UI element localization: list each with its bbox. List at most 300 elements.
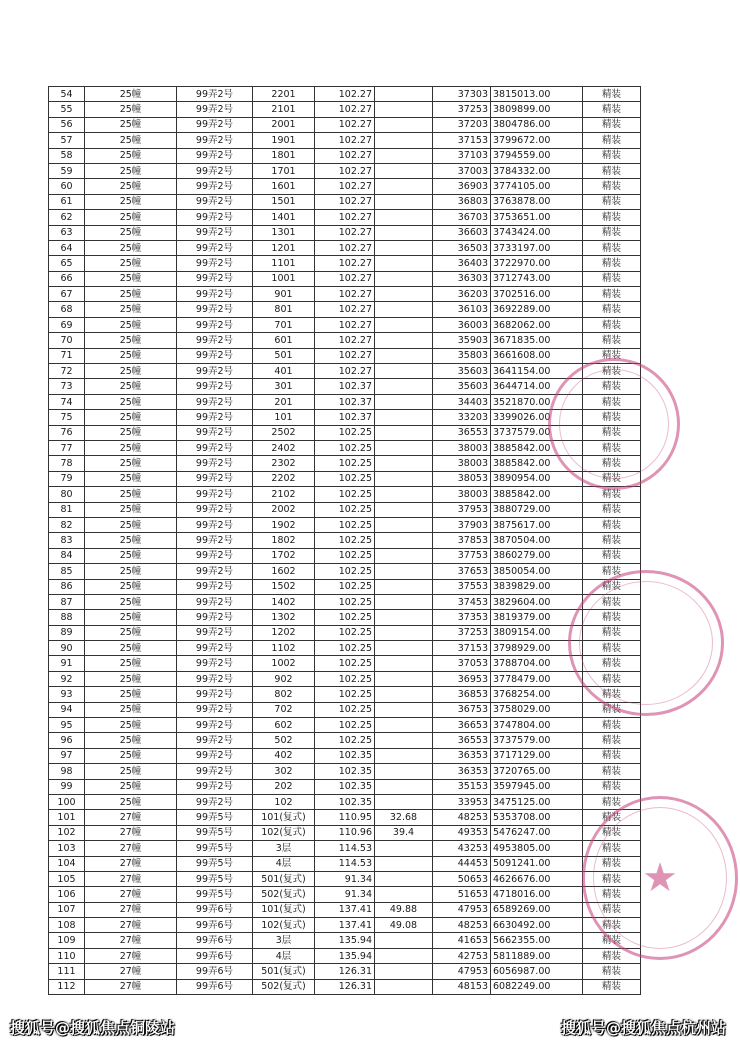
cell-area: 102.25 — [315, 456, 375, 471]
table-row — [49, 317, 641, 332]
cell-address: 99弄5号 — [177, 825, 253, 840]
cell-unit: 101(复式) — [253, 902, 315, 917]
cell-inner-area — [375, 487, 433, 502]
cell-address: 99弄2号 — [177, 410, 253, 425]
cell-unit-price: 37903 — [433, 517, 491, 532]
table-row — [49, 287, 641, 302]
table-row — [49, 718, 641, 733]
cell-inner-area — [375, 471, 433, 486]
cell-unit: 501(复式) — [253, 871, 315, 886]
cell-area: 102.27 — [315, 333, 375, 348]
cell-area: 102.25 — [315, 671, 375, 686]
cell-unit-price: 36503 — [433, 240, 491, 255]
cell-unit-price: 36553 — [433, 733, 491, 748]
cell-area: 137.41 — [315, 918, 375, 933]
cell-row-number: 85 — [49, 564, 85, 579]
cell-unit-price: 37053 — [433, 656, 491, 671]
cell-inner-area: 32.68 — [375, 810, 433, 825]
cell-inner-area — [375, 179, 433, 194]
cell-unit: 1001 — [253, 271, 315, 286]
cell-inner-area — [375, 225, 433, 240]
table-row — [49, 364, 641, 379]
cell-building: 27幢 — [85, 856, 177, 871]
cell-inner-area — [375, 964, 433, 979]
cell-row-number: 56 — [49, 117, 85, 132]
cell-building: 25幢 — [85, 641, 177, 656]
cell-inner-area — [375, 887, 433, 902]
cell-unit-price: 37303 — [433, 87, 491, 102]
cell-unit: 1201 — [253, 240, 315, 255]
cell-building: 25幢 — [85, 348, 177, 363]
cell-unit-price: 47953 — [433, 902, 491, 917]
cell-area: 102.25 — [315, 487, 375, 502]
cell-row-number: 93 — [49, 687, 85, 702]
cell-unit: 101(复式) — [253, 810, 315, 825]
cell-row-number: 67 — [49, 287, 85, 302]
cell-unit: 2302 — [253, 456, 315, 471]
cell-inner-area — [375, 702, 433, 717]
cell-total-price: 3758029.00 — [491, 702, 583, 717]
cell-unit: 1102 — [253, 641, 315, 656]
cell-finish: 精装 — [583, 718, 641, 733]
cell-inner-area — [375, 440, 433, 455]
cell-unit: 1801 — [253, 148, 315, 163]
cell-address: 99弄2号 — [177, 687, 253, 702]
cell-inner-area — [375, 748, 433, 763]
cell-total-price: 3885842.00 — [491, 456, 583, 471]
cell-address: 99弄2号 — [177, 548, 253, 563]
cell-unit-price: 42753 — [433, 948, 491, 963]
cell-address: 99弄2号 — [177, 317, 253, 332]
cell-address: 99弄2号 — [177, 394, 253, 409]
table-row — [49, 240, 641, 255]
cell-row-number: 101 — [49, 810, 85, 825]
cell-total-price: 3521870.00 — [491, 394, 583, 409]
cell-unit-price: 36353 — [433, 748, 491, 763]
cell-finish: 精装 — [583, 564, 641, 579]
cell-area: 102.25 — [315, 502, 375, 517]
cell-area: 102.27 — [315, 225, 375, 240]
table-row — [49, 918, 641, 933]
cell-area: 91.34 — [315, 887, 375, 902]
cell-inner-area — [375, 302, 433, 317]
cell-address: 99弄2号 — [177, 133, 253, 148]
table-row — [49, 948, 641, 963]
cell-total-price: 3399026.00 — [491, 410, 583, 425]
cell-unit: 1701 — [253, 163, 315, 178]
cell-building: 27幢 — [85, 918, 177, 933]
cell-row-number: 69 — [49, 317, 85, 332]
cell-address: 99弄2号 — [177, 794, 253, 809]
cell-total-price: 3875617.00 — [491, 517, 583, 532]
cell-row-number: 59 — [49, 163, 85, 178]
cell-inner-area — [375, 394, 433, 409]
cell-unit-price: 36953 — [433, 671, 491, 686]
cell-area: 102.35 — [315, 779, 375, 794]
table-row — [49, 779, 641, 794]
cell-building: 25幢 — [85, 148, 177, 163]
cell-inner-area — [375, 425, 433, 440]
cell-building: 27幢 — [85, 979, 177, 994]
table-row — [49, 133, 641, 148]
cell-unit: 4层 — [253, 948, 315, 963]
cell-unit-price: 36203 — [433, 287, 491, 302]
cell-row-number: 94 — [49, 702, 85, 717]
cell-finish: 精装 — [583, 871, 641, 886]
cell-building: 25幢 — [85, 194, 177, 209]
cell-finish: 精装 — [583, 733, 641, 748]
cell-finish: 精装 — [583, 225, 641, 240]
cell-finish: 精装 — [583, 194, 641, 209]
cell-finish: 精装 — [583, 210, 641, 225]
cell-unit: 2102 — [253, 487, 315, 502]
cell-address: 99弄2号 — [177, 533, 253, 548]
cell-address: 99弄2号 — [177, 564, 253, 579]
price-list-table — [48, 86, 641, 995]
cell-building: 25幢 — [85, 687, 177, 702]
cell-building: 25幢 — [85, 656, 177, 671]
watermark-right: 搜狐号@搜狐焦点杭州站 — [560, 1019, 726, 1037]
table-row — [49, 117, 641, 132]
cell-address: 99弄2号 — [177, 594, 253, 609]
cell-finish: 精装 — [583, 748, 641, 763]
cell-address: 99弄6号 — [177, 918, 253, 933]
cell-total-price: 6630492.00 — [491, 918, 583, 933]
cell-row-number: 64 — [49, 240, 85, 255]
cell-row-number: 76 — [49, 425, 85, 440]
cell-area: 110.95 — [315, 810, 375, 825]
cell-row-number: 92 — [49, 671, 85, 686]
table-row — [49, 702, 641, 717]
cell-unit-price: 36603 — [433, 225, 491, 240]
cell-unit: 1101 — [253, 256, 315, 271]
cell-address: 99弄2号 — [177, 517, 253, 532]
cell-unit-price: 49353 — [433, 825, 491, 840]
cell-unit-price: 48253 — [433, 918, 491, 933]
table-row — [49, 225, 641, 240]
table-row — [49, 548, 641, 563]
cell-row-number: 98 — [49, 764, 85, 779]
cell-total-price: 3860279.00 — [491, 548, 583, 563]
cell-inner-area — [375, 410, 433, 425]
cell-unit-price: 50653 — [433, 871, 491, 886]
cell-unit-price: 36753 — [433, 702, 491, 717]
cell-total-price: 3722970.00 — [491, 256, 583, 271]
cell-total-price: 6589269.00 — [491, 902, 583, 917]
cell-unit: 601 — [253, 333, 315, 348]
cell-area: 102.25 — [315, 564, 375, 579]
cell-unit: 1702 — [253, 548, 315, 563]
cell-address: 99弄2号 — [177, 225, 253, 240]
cell-total-price: 5476247.00 — [491, 825, 583, 840]
table-row — [49, 394, 641, 409]
cell-building: 25幢 — [85, 471, 177, 486]
cell-unit: 102(复式) — [253, 825, 315, 840]
cell-building: 27幢 — [85, 933, 177, 948]
cell-area: 102.25 — [315, 610, 375, 625]
cell-row-number: 86 — [49, 579, 85, 594]
cell-address: 99弄2号 — [177, 117, 253, 132]
cell-total-price: 3778479.00 — [491, 671, 583, 686]
cell-address: 99弄2号 — [177, 87, 253, 102]
cell-address: 99弄2号 — [177, 748, 253, 763]
cell-building: 25幢 — [85, 517, 177, 532]
cell-unit: 2001 — [253, 117, 315, 132]
cell-unit: 2201 — [253, 87, 315, 102]
cell-unit: 801 — [253, 302, 315, 317]
cell-inner-area — [375, 979, 433, 994]
cell-inner-area — [375, 502, 433, 517]
cell-unit: 1402 — [253, 594, 315, 609]
cell-building: 27幢 — [85, 825, 177, 840]
cell-unit-price: 37103 — [433, 148, 491, 163]
cell-unit-price: 37153 — [433, 133, 491, 148]
table-body — [49, 87, 641, 995]
cell-unit: 401 — [253, 364, 315, 379]
cell-inner-area — [375, 517, 433, 532]
cell-unit: 1002 — [253, 656, 315, 671]
cell-finish: 精装 — [583, 687, 641, 702]
cell-total-price: 3815013.00 — [491, 87, 583, 102]
cell-address: 99弄2号 — [177, 671, 253, 686]
cell-address: 99弄2号 — [177, 456, 253, 471]
cell-building: 25幢 — [85, 271, 177, 286]
cell-inner-area — [375, 271, 433, 286]
cell-row-number: 105 — [49, 871, 85, 886]
cell-finish: 精装 — [583, 594, 641, 609]
cell-unit: 302 — [253, 764, 315, 779]
cell-unit-price: 37853 — [433, 533, 491, 548]
cell-area: 102.27 — [315, 287, 375, 302]
cell-unit: 502(复式) — [253, 979, 315, 994]
cell-area: 91.34 — [315, 871, 375, 886]
cell-inner-area — [375, 133, 433, 148]
cell-unit: 402 — [253, 748, 315, 763]
cell-row-number: 80 — [49, 487, 85, 502]
cell-address: 99弄6号 — [177, 948, 253, 963]
table-row — [49, 148, 641, 163]
table-row — [49, 425, 641, 440]
cell-area: 102.25 — [315, 579, 375, 594]
cell-building: 25幢 — [85, 133, 177, 148]
cell-row-number: 55 — [49, 102, 85, 117]
cell-row-number: 68 — [49, 302, 85, 317]
cell-finish: 精装 — [583, 671, 641, 686]
cell-finish: 精装 — [583, 163, 641, 178]
cell-unit-price: 36803 — [433, 194, 491, 209]
cell-row-number: 87 — [49, 594, 85, 609]
table-row — [49, 979, 641, 994]
cell-area: 102.37 — [315, 410, 375, 425]
cell-total-price: 4718016.00 — [491, 887, 583, 902]
cell-inner-area: 39.4 — [375, 825, 433, 840]
cell-row-number: 104 — [49, 856, 85, 871]
cell-inner-area — [375, 948, 433, 963]
cell-total-price: 5662355.00 — [491, 933, 583, 948]
cell-unit: 1302 — [253, 610, 315, 625]
cell-total-price: 3753651.00 — [491, 210, 583, 225]
cell-total-price: 6056987.00 — [491, 964, 583, 979]
cell-building: 25幢 — [85, 425, 177, 440]
cell-total-price: 3794559.00 — [491, 148, 583, 163]
cell-row-number: 57 — [49, 133, 85, 148]
cell-row-number: 89 — [49, 625, 85, 640]
cell-unit-price: 36653 — [433, 718, 491, 733]
cell-unit: 201 — [253, 394, 315, 409]
cell-finish: 精装 — [583, 456, 641, 471]
cell-unit: 1502 — [253, 579, 315, 594]
cell-row-number: 112 — [49, 979, 85, 994]
cell-finish: 精装 — [583, 856, 641, 871]
table-row — [49, 348, 641, 363]
cell-building: 25幢 — [85, 256, 177, 271]
cell-unit: 2402 — [253, 440, 315, 455]
cell-area: 102.25 — [315, 440, 375, 455]
cell-row-number: 75 — [49, 410, 85, 425]
cell-row-number: 95 — [49, 718, 85, 733]
cell-total-price: 5811889.00 — [491, 948, 583, 963]
cell-address: 99弄2号 — [177, 641, 253, 656]
cell-finish: 精装 — [583, 625, 641, 640]
cell-inner-area — [375, 379, 433, 394]
cell-area: 114.53 — [315, 841, 375, 856]
cell-inner-area — [375, 594, 433, 609]
cell-unit-price: 38003 — [433, 440, 491, 455]
cell-row-number: 82 — [49, 517, 85, 532]
cell-row-number: 81 — [49, 502, 85, 517]
cell-finish: 精装 — [583, 702, 641, 717]
cell-area: 102.25 — [315, 594, 375, 609]
cell-finish: 精装 — [583, 502, 641, 517]
cell-building: 25幢 — [85, 163, 177, 178]
cell-unit: 3层 — [253, 933, 315, 948]
cell-total-price: 3798929.00 — [491, 641, 583, 656]
cell-address: 99弄2号 — [177, 333, 253, 348]
cell-address: 99弄5号 — [177, 810, 253, 825]
cell-unit: 502(复式) — [253, 887, 315, 902]
cell-total-price: 5353708.00 — [491, 810, 583, 825]
cell-total-price: 3809899.00 — [491, 102, 583, 117]
cell-building: 25幢 — [85, 548, 177, 563]
cell-finish: 精装 — [583, 948, 641, 963]
cell-unit-price: 37253 — [433, 625, 491, 640]
cell-finish: 精装 — [583, 425, 641, 440]
cell-inner-area — [375, 625, 433, 640]
cell-total-price: 3768254.00 — [491, 687, 583, 702]
cell-address: 99弄6号 — [177, 933, 253, 948]
cell-area: 126.31 — [315, 964, 375, 979]
cell-unit-price: 35803 — [433, 348, 491, 363]
cell-finish: 精装 — [583, 779, 641, 794]
cell-row-number: 111 — [49, 964, 85, 979]
cell-total-price: 3717129.00 — [491, 748, 583, 763]
cell-address: 99弄5号 — [177, 856, 253, 871]
cell-row-number: 109 — [49, 933, 85, 948]
table-row — [49, 410, 641, 425]
cell-inner-area — [375, 287, 433, 302]
cell-inner-area — [375, 333, 433, 348]
cell-total-price: 3475125.00 — [491, 794, 583, 809]
cell-building: 25幢 — [85, 117, 177, 132]
cell-row-number: 61 — [49, 194, 85, 209]
cell-unit-price: 37753 — [433, 548, 491, 563]
cell-unit-price: 48253 — [433, 810, 491, 825]
table-row — [49, 564, 641, 579]
cell-area: 137.41 — [315, 902, 375, 917]
cell-row-number: 71 — [49, 348, 85, 363]
cell-row-number: 102 — [49, 825, 85, 840]
cell-building: 25幢 — [85, 579, 177, 594]
cell-total-price: 3788704.00 — [491, 656, 583, 671]
cell-finish: 精装 — [583, 517, 641, 532]
cell-area: 102.25 — [315, 656, 375, 671]
cell-unit: 3层 — [253, 841, 315, 856]
cell-inner-area — [375, 779, 433, 794]
table-row — [49, 764, 641, 779]
cell-total-price: 3819379.00 — [491, 610, 583, 625]
cell-total-price: 3747804.00 — [491, 718, 583, 733]
cell-unit: 101 — [253, 410, 315, 425]
cell-unit: 2101 — [253, 102, 315, 117]
cell-building: 25幢 — [85, 779, 177, 794]
cell-finish: 精装 — [583, 918, 641, 933]
cell-total-price: 3702516.00 — [491, 287, 583, 302]
cell-finish: 精装 — [583, 610, 641, 625]
cell-unit: 901 — [253, 287, 315, 302]
cell-inner-area — [375, 841, 433, 856]
cell-inner-area — [375, 240, 433, 255]
cell-unit-price: 36403 — [433, 256, 491, 271]
cell-inner-area — [375, 148, 433, 163]
cell-building: 25幢 — [85, 210, 177, 225]
cell-inner-area — [375, 348, 433, 363]
cell-finish: 精装 — [583, 410, 641, 425]
cell-building: 25幢 — [85, 225, 177, 240]
cell-building: 27幢 — [85, 887, 177, 902]
table-row — [49, 656, 641, 671]
cell-total-price: 3809154.00 — [491, 625, 583, 640]
cell-address: 99弄2号 — [177, 210, 253, 225]
cell-building: 25幢 — [85, 794, 177, 809]
cell-unit-price: 36553 — [433, 425, 491, 440]
cell-address: 99弄2号 — [177, 733, 253, 748]
cell-finish: 精装 — [583, 656, 641, 671]
cell-total-price: 3880729.00 — [491, 502, 583, 517]
cell-total-price: 3737579.00 — [491, 733, 583, 748]
cell-unit-price: 47953 — [433, 964, 491, 979]
cell-row-number: 62 — [49, 210, 85, 225]
cell-total-price: 4953805.00 — [491, 841, 583, 856]
cell-address: 99弄2号 — [177, 579, 253, 594]
cell-building: 25幢 — [85, 179, 177, 194]
cell-unit-price: 36353 — [433, 764, 491, 779]
cell-area: 135.94 — [315, 933, 375, 948]
cell-total-price: 3671835.00 — [491, 333, 583, 348]
cell-total-price: 3774105.00 — [491, 179, 583, 194]
cell-finish: 精装 — [583, 102, 641, 117]
cell-address: 99弄2号 — [177, 163, 253, 178]
cell-inner-area — [375, 733, 433, 748]
cell-unit-price: 37353 — [433, 610, 491, 625]
cell-finish: 精装 — [583, 333, 641, 348]
table-row — [49, 302, 641, 317]
cell-unit-price: 44453 — [433, 856, 491, 871]
cell-building: 27幢 — [85, 948, 177, 963]
cell-row-number: 74 — [49, 394, 85, 409]
cell-unit: 1901 — [253, 133, 315, 148]
cell-building: 25幢 — [85, 487, 177, 502]
cell-building: 25幢 — [85, 564, 177, 579]
